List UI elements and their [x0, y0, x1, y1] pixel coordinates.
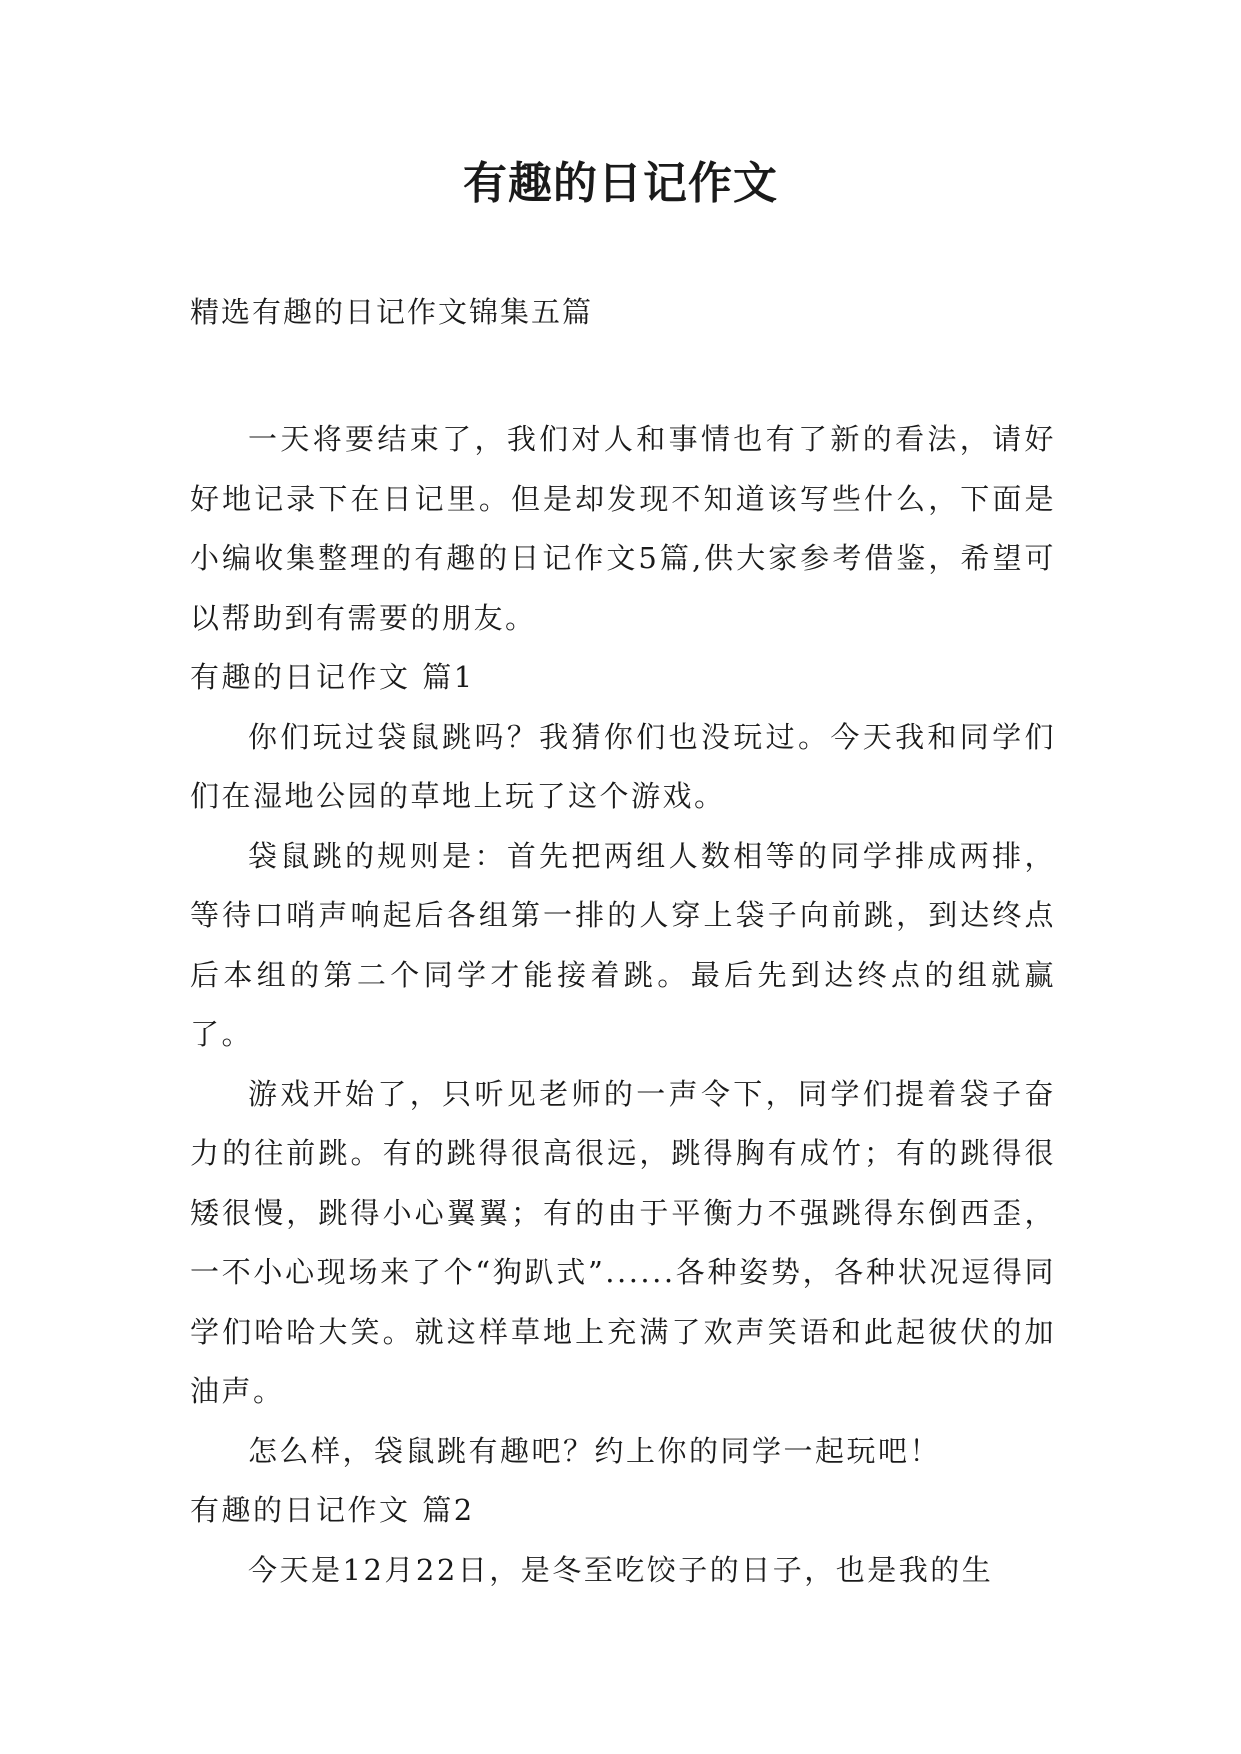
intro-paragraph: 一天将要结束了，我们对人和事情也有了新的看法，请好好地记录下在日记里。但是却发现不知道该写些什么，下面是小编收集整理的有趣的日记作文5篇,供大家参考借鉴，希望可以帮助到有需要的朋友。 — [190, 422, 1056, 635]
section-heading-2: 有趣的日记作文 篇2 — [190, 1493, 475, 1527]
body-paragraph: 游戏开始了，只听见老师的一声令下，同学们提着袋子奋力的往前跳。有的跳得很高很远，跳得胸有成竹；有的跳得很矮很慢，跳得小心翼翼；有的由于平衡力不强跳得东倒西歪，一不小心现场来了个“狗趴式”......各种姿势，各种状况逗得同学们哈哈大笑。就这样草地上充满了欢声笑语和此起彼伏的加油声。 — [190, 1076, 1056, 1408]
section-heading-1: 有趣的日记作文 篇1 — [190, 660, 475, 694]
body-paragraph: 袋鼠跳的规则是：首先把两组人数相等的同学排成两排，等待口哨声响起后各组第一排的人穿上袋子向前跳，到达终点后本组的第二个同学才能接着跳。最后先到达终点的组就赢了。 — [190, 838, 1056, 1051]
body-paragraph: 今天是12月22日，是冬至吃饺子的日子，也是我的生 — [248, 1552, 994, 1587]
body-paragraph: 怎么样，袋鼠跳有趣吧？约上你的同学一起玩吧！ — [248, 1433, 942, 1468]
document-body — [190, 410, 1056, 1600]
page-subtitle: 精选有趣的日记作文锦集五篇 — [190, 295, 594, 329]
body-paragraph: 你们玩过袋鼠跳吗？我猜你们也没玩过。今天我和同学们们在湿地公园的草地上玩了这个游戏。 — [190, 719, 1056, 813]
page-title: 有趣的日记作文 — [463, 158, 778, 209]
